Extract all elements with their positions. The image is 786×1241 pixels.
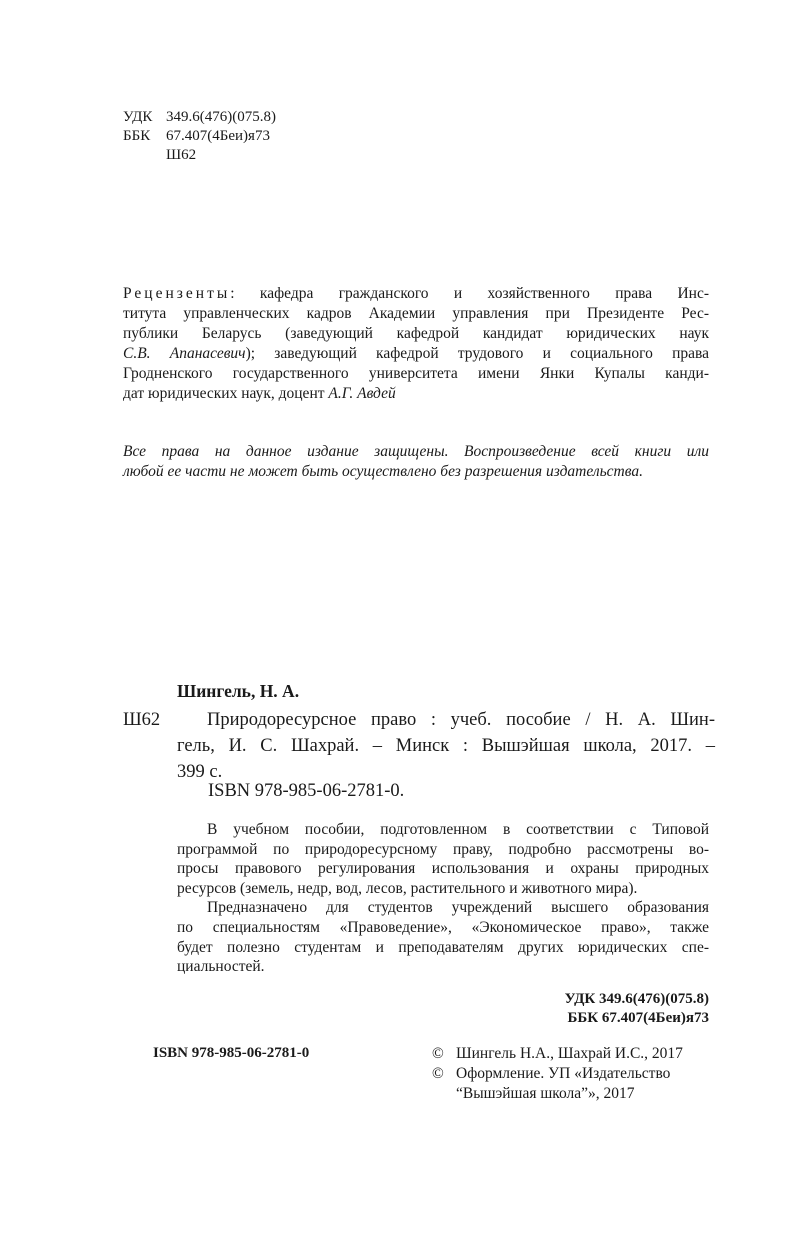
udc-classification-top [123,108,276,165]
annotation-p2-line-3: будет полезно студентам и преподавателям других юридических спе- [177,938,709,956]
title-line-1: Природоресурсное право : учеб. пособие / Н. А. Шин- [207,710,715,730]
bbk-value: 67.407(4Беи)я73 [166,128,270,144]
rights-line-2: любой ее части не может быть осуществлено без разрешения издательства. [123,463,643,480]
rights-line-1: Все права на данное издание защищены. Воспроизведение всей книги или [123,443,709,460]
annotation-p2-line-2: по специальностям «Правоведение», «Экономическое право», также [177,918,709,936]
udk-value: 349.6(476)(075.8) [166,109,276,125]
annotation-p1-line-2: программой по природоресурсному праву, подробно рассмотрены во- [177,840,709,858]
entry-title [177,707,715,785]
annotation-block [177,820,709,977]
entry-code: Ш62 [123,710,161,730]
udc-classification-bottom [565,990,709,1028]
reviewers-line-3: публики Беларусь (заведующий кафедрой кандидат юридических наук [123,325,709,342]
reviewers-line-4: С.В. Апанасевич); заведующий кафедрой трудового и социального права [123,345,709,362]
reviewers-block [123,284,709,404]
copyright-line-2: © Оформление. УП «Издательство [432,1065,671,1082]
bbk-bottom: ББК 67.407(4Беи)я73 [567,1010,709,1026]
reviewer-name-2: А.Г. Авдей [328,385,396,402]
annotation-p1-line-3: просы правового регулирования использования и охраны природных [177,860,709,878]
reviewers-line-1: Рецензенты: кафедра гражданского и хозяйственного права Инс- [123,285,709,302]
bbk-label: ББК [123,128,151,144]
annotation-p2-line-1: Предназначено для студентов учреждений высшего образования [207,899,709,917]
author-heading: Шингель, Н. А. [177,681,300,701]
copyright-icon: © [432,1065,444,1082]
reviewers-line-2: титута управленческих кадров Академии управления при Президенте Рес- [123,305,709,322]
copyright-line-1: © Шингель Н.А., Шахрай И.С., 2017 [432,1045,683,1062]
annotation-p2-line-4: циальностей. [177,958,265,976]
reviewers-line-6: дат юридических наук, доцент А.Г. Авдей [123,385,396,402]
annotation-p1-line-4: ресурсов (земель, недр, вод, лесов, растительного и животного мира). [177,879,638,897]
author-code: Ш62 [166,147,197,163]
copyright-block [432,1044,683,1104]
annotation-p1-line-1: В учебном пособии, подготовленном в соответствии с Типовой [207,821,709,838]
entry-isbn: ISBN 978-985-06-2781-0. [208,781,405,801]
reviewers-label: Рецензенты [123,285,231,302]
author-code-row [123,146,276,165]
udk-label: УДК [123,109,153,125]
rights-notice [123,442,709,482]
title-line-3: 399 с. [177,762,223,782]
copyright-line-3: “Вышэйшая школа”», 2017 [456,1085,635,1102]
reviewer-name-1: С.В. Апанасевич [123,345,246,362]
title-line-2: гель, И. С. Шахрай. – Минск : Вышэйшая школа, 2017. – [177,736,715,756]
copyright-icon: © [432,1045,444,1062]
reviewers-line-5: Гродненского государственного университета имени Янки Купалы канди- [123,365,709,382]
udk-row [123,108,276,127]
isbn-bottom: ISBN 978-985-06-2781-0 [153,1045,310,1061]
bbk-row [123,127,276,146]
udk-bottom: УДК 349.6(476)(075.8) [564,991,709,1007]
